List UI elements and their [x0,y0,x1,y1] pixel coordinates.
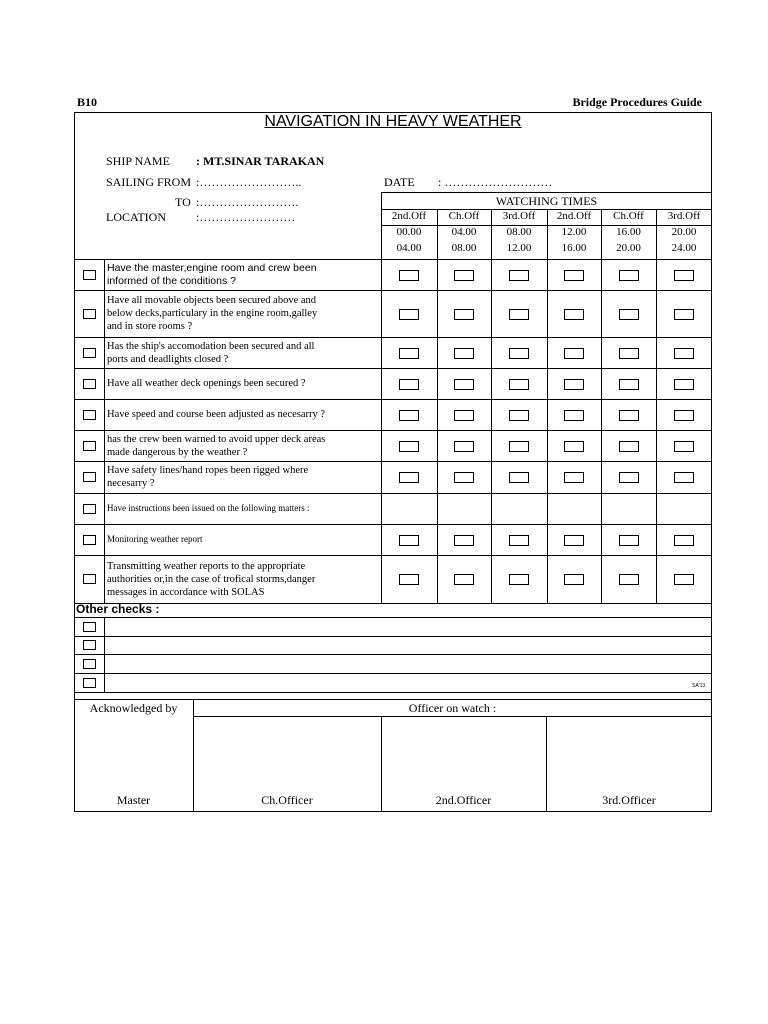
to-value[interactable]: :……………………. [196,195,299,209]
question-text [107,377,379,390]
question-text [107,262,379,288]
question-checkbox[interactable] [83,574,96,584]
question-line: necesarry ? [107,478,155,489]
watch-checkbox[interactable] [454,441,474,452]
watch-checkbox[interactable] [564,348,584,359]
watch-end: 08.00 [451,242,477,254]
watch-checkbox[interactable] [619,441,639,452]
sailing-from-label: SAILING FROM [106,175,192,189]
question-line: authorities or,in the case of trofical storms,danger [107,573,316,585]
question-text [107,433,379,459]
question-line: below decks,particulary in the engine room,galley [107,308,318,319]
question-text [107,533,379,546]
watch-checkbox[interactable] [674,535,694,546]
watch-checkbox[interactable] [674,472,694,483]
watch-checkbox[interactable] [564,309,584,320]
question-line: has the crew been warned to avoid upper deck areas [107,433,326,445]
watch-checkbox[interactable] [674,270,694,281]
watch-checkbox[interactable] [619,270,639,281]
question-text [107,340,379,366]
watch-checkbox[interactable] [509,348,529,359]
watch-checkbox[interactable] [454,574,474,585]
question-line: Have all weather deck openings been secured ? [107,378,306,389]
question-line: messages in accordance with SOLAS [107,586,265,598]
watch-end: 12.00 [506,242,532,254]
question-checkbox[interactable] [83,441,96,451]
watch-checkbox[interactable] [619,348,639,359]
watch-checkbox[interactable] [454,379,474,390]
location-label: LOCATION [106,210,166,224]
watch-start: 12.00 [561,226,587,238]
question-line: Have instructions been issued on the following matters : [107,503,310,513]
watch-checkbox[interactable] [619,535,639,546]
form-code: B10 [77,95,98,109]
watch-start: 08.00 [506,226,532,238]
watch-checkbox[interactable] [564,472,584,483]
question-checkbox[interactable] [83,504,96,514]
question-line: Have safety lines/hand ropes been rigged where [107,465,309,476]
date-value[interactable]: : ……………………… [438,175,553,189]
ch-officer-signature[interactable]: Ch.Officer [261,793,313,807]
watch-checkbox[interactable] [674,574,694,585]
question-checkbox[interactable] [83,379,96,389]
watch-checkbox[interactable] [454,535,474,546]
question-text [107,464,379,490]
ship-name-value[interactable]: : MT.SINAR TARAKAN [196,154,325,168]
question-checkbox[interactable] [83,410,96,420]
watch-checkbox[interactable] [454,309,474,320]
other-check-checkbox[interactable] [83,678,96,688]
question-line: Have the master,engine room and crew been [107,261,317,274]
watch-checkbox[interactable] [674,348,694,359]
third-officer-signature[interactable]: 3rd.Officer [602,793,656,807]
question-checkbox[interactable] [83,535,96,545]
watch-officer: Ch.Off [448,210,480,222]
page-title: NAVIGATION IN HEAVY WEATHER [264,113,522,130]
watch-checkbox[interactable] [509,472,529,483]
question-checkbox[interactable] [83,309,96,319]
question-checkbox[interactable] [83,472,96,482]
question-text [107,560,379,599]
watch-checkbox[interactable] [674,410,694,421]
watch-officer: 2nd.Off [391,210,427,222]
watch-checkbox[interactable] [674,441,694,452]
watch-checkbox[interactable] [564,441,584,452]
watch-checkbox[interactable] [619,379,639,390]
watch-checkbox[interactable] [564,379,584,390]
watch-officer: 3rd.Off [667,210,701,222]
watch-checkbox[interactable] [454,348,474,359]
question-line: Transmitting weather reports to the appropriate [107,560,306,572]
watch-start: 00.00 [396,226,422,238]
watch-checkbox[interactable] [399,309,419,320]
other-checks-label: Other checks : [76,602,160,616]
watch-checkbox[interactable] [399,472,419,483]
watch-checkbox[interactable] [454,410,474,421]
watch-checkbox[interactable] [509,309,529,320]
question-line: Have all movable objects been secured above and [107,295,317,306]
watch-checkbox[interactable] [509,270,529,281]
watch-checkbox[interactable] [399,348,419,359]
watch-checkbox[interactable] [619,309,639,320]
watch-checkbox[interactable] [399,535,419,546]
question-line: informed of the conditions ? [107,274,236,287]
question-line: ports and deadlights closed ? [107,353,229,365]
watch-checkbox[interactable] [399,441,419,452]
watch-officer: 2nd.Off [556,210,592,222]
other-check-checkbox[interactable] [83,659,96,669]
watch-checkbox[interactable] [399,270,419,281]
other-check-checkbox[interactable] [83,640,96,650]
watch-end: 16.00 [561,242,587,254]
form-revision: SA'13 [692,683,706,689]
master-signature[interactable]: Master [116,793,151,807]
question-text [107,408,379,421]
watch-checkbox[interactable] [619,472,639,483]
watch-checkbox[interactable] [564,574,584,585]
question-line: Has the ship's accomodation been secured and all [107,340,315,352]
question-line: Monitoring weather report [107,534,203,544]
watch-checkbox[interactable] [564,535,584,546]
question-checkbox[interactable] [83,348,96,358]
second-officer-signature[interactable]: 2nd.Officer [435,793,492,807]
watch-end: 24.00 [671,242,697,254]
watch-checkbox[interactable] [454,472,474,483]
sailing-from-value[interactable]: :…………………….. [196,175,302,189]
watching-times-title: WATCHING TIMES [495,194,598,208]
watch-end: 04.00 [396,242,422,254]
date-label: DATE [384,175,415,189]
guide-title: Bridge Procedures Guide [572,95,702,109]
acknowledged-by-label: Acknowledged by [89,701,178,715]
watch-checkbox[interactable] [399,574,419,585]
watch-end: 20.00 [616,242,641,254]
watch-checkbox[interactable] [399,379,419,390]
watch-start: 16.00 [616,226,641,238]
watch-checkbox[interactable] [509,574,529,585]
to-label: TO [175,195,191,209]
watch-checkbox[interactable] [509,441,529,452]
watch-checkbox[interactable] [674,309,694,320]
question-line: made dangerous by the weather ? [107,446,248,458]
watch-checkbox[interactable] [564,270,584,281]
watch-checkbox[interactable] [509,410,529,421]
watch-checkbox[interactable] [619,574,639,585]
watch-checkbox[interactable] [619,410,639,421]
question-line: and in store rooms ? [107,321,193,332]
watch-checkbox[interactable] [509,379,529,390]
officer-on-watch-label: Officer on watch : [408,701,497,715]
watch-checkbox[interactable] [454,270,474,281]
question-line: Have speed and course been adjusted as necesarry ? [107,409,326,420]
watch-officer: Ch.Off [613,210,644,222]
question-text [107,294,379,333]
ship-name-label: SHIP NAME [106,154,170,168]
watch-checkbox[interactable] [509,535,529,546]
other-check-checkbox[interactable] [83,622,96,632]
watch-start: 20.00 [671,226,697,238]
question-checkbox[interactable] [83,270,96,280]
question-text [107,502,379,515]
location-value[interactable]: :…………………… [196,210,296,224]
watch-checkbox[interactable] [399,410,419,421]
watch-checkbox[interactable] [564,410,584,421]
watch-checkbox[interactable] [674,379,694,390]
watch-officer: 3rd.Off [502,210,536,222]
watch-start: 04.00 [451,226,477,238]
